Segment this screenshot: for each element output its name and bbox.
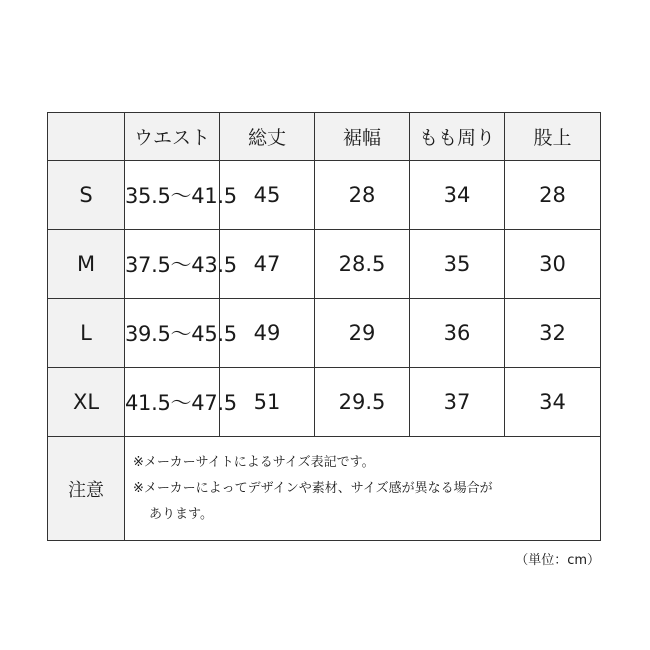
length-value: 45 xyxy=(220,161,315,230)
size-label: XL xyxy=(48,368,125,437)
header-thigh: もも周り xyxy=(410,113,505,161)
rise-value: 30 xyxy=(505,230,601,299)
table-row xyxy=(48,299,601,368)
header-hem: 裾幅 xyxy=(315,113,410,161)
rise-value: 28 xyxy=(505,161,601,230)
waist-value: 35.5〜41.5 xyxy=(125,161,220,230)
waist-value: 37.5〜43.5 xyxy=(125,230,220,299)
length-value: 51 xyxy=(220,368,315,437)
note-line: ※メーカーによってデザインや素材、サイズ感が異なる場合が xyxy=(133,480,493,496)
waist-value: 41.5〜47.5 xyxy=(125,368,220,437)
header-corner xyxy=(48,113,125,161)
length-value: 47 xyxy=(220,230,315,299)
thigh-value: 34 xyxy=(410,161,505,230)
thigh-value: 37 xyxy=(410,368,505,437)
table-row xyxy=(48,230,601,299)
thigh-value: 35 xyxy=(410,230,505,299)
waist-value: 39.5〜45.5 xyxy=(125,299,220,368)
hem-value: 28 xyxy=(315,161,410,230)
note-label: 注意 xyxy=(48,437,125,541)
note-row xyxy=(48,437,601,541)
table-row xyxy=(48,368,601,437)
rise-value: 32 xyxy=(505,299,601,368)
size-chart-table xyxy=(47,112,601,541)
table-header-row xyxy=(48,113,601,161)
note-body xyxy=(125,437,601,541)
thigh-value: 36 xyxy=(410,299,505,368)
note-line: あります。 xyxy=(149,506,213,522)
size-label: S xyxy=(48,161,125,230)
header-length: 総丈 xyxy=(220,113,315,161)
hem-value: 28.5 xyxy=(315,230,410,299)
header-waist: ウエスト xyxy=(125,113,220,161)
hem-value: 29 xyxy=(315,299,410,368)
size-label: L xyxy=(48,299,125,368)
length-value: 49 xyxy=(220,299,315,368)
table-row xyxy=(48,161,601,230)
header-rise: 股上 xyxy=(505,113,601,161)
size-label: M xyxy=(48,230,125,299)
rise-value: 34 xyxy=(505,368,601,437)
note-line: ※メーカーサイトによるサイズ表記です。 xyxy=(133,454,375,470)
hem-value: 29.5 xyxy=(315,368,410,437)
unit-note: （単位：cm） xyxy=(515,553,600,568)
